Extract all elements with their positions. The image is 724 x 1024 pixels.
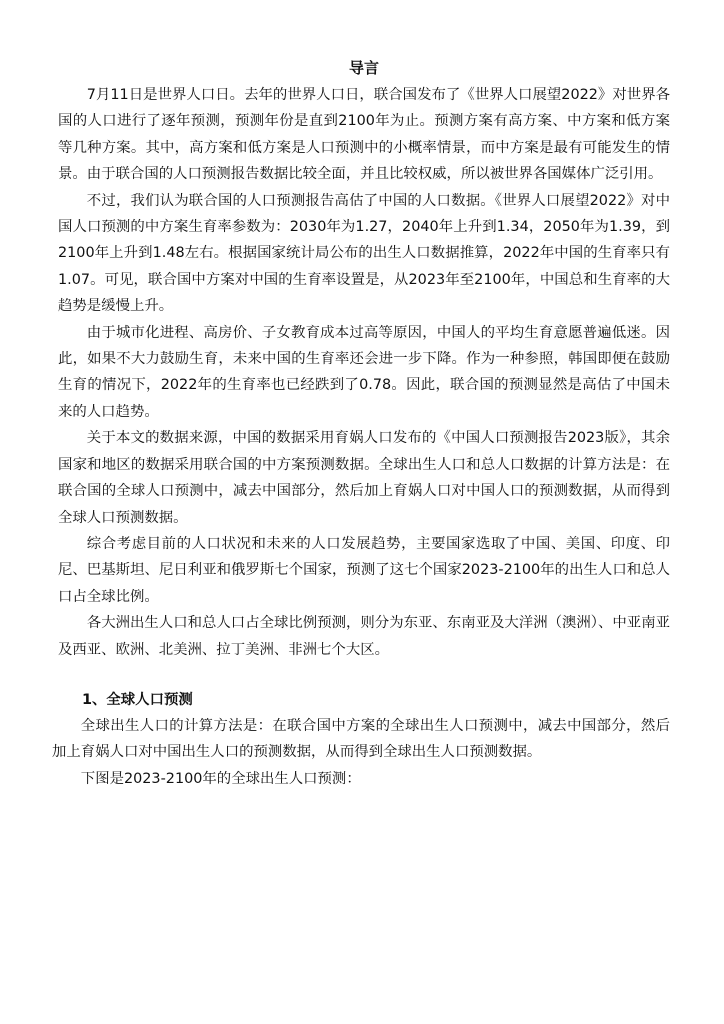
intro-paragraph-6: 各大洲出生人口和总人口占全球比例预测，则分为东亚、东南亚及大洋洲（澳洲）、中亚南亚及西亚、欧洲、北美洲、拉丁美洲、非洲七个大区。: [58, 615, 670, 658]
section-spacer: [58, 663, 670, 689]
intro-paragraph-4: 关于本文的数据来源，中国的数据采用育娲人口发布的《中国人口预测报告2023版》，其余国家和地区的数据采用联合国的中方案预测数据。全球出生人口和总人口数据的计算方法是：在联合国的全球人口预测中，减去中国部分，然后加上育娲人口对中国人口的预测数据，从而得到全球人口预测数据。: [58, 430, 670, 526]
section-heading: 1、全球人口预测: [82, 691, 193, 708]
document-page: [52, 58, 670, 792]
section-paragraph-1: 全球出生人口的计算方法是：在联合国中方案的全球出生人口预测中，减去中国部分，然后加上育娲人口对中国出生人口的预测数据，从而得到全球出生人口预测数据。: [52, 717, 670, 761]
intro-paragraph-3: 由于城市化进程、高房价、子女教育成本过高等原因，中国人的平均生育意愿普遍低迷。因此，如果不大力鼓励生育，未来中国的生育率还会进一步下降。作为一种参照，韩国即便在鼓励生育的情况下，2022年的生育率也已经跌到了0.78。因此，联合国的预测显然是高估了中国未来的人口趋势。: [58, 324, 670, 420]
section-body: [52, 713, 670, 792]
section-paragraph-2: 下图是2023-2100年的全球出生人口预测：: [80, 770, 361, 787]
intro-paragraph-2: 不过，我们认为联合国的人口预测报告高估了中国的人口数据。《世界人口展望2022》对中国人口预测的中方案生育率参数为：2030年为1.27，2040年上升到1.34，2050年为1.39，到2100年上升到1.48左右。根据国家统计局公布的出生人口数据推算，2022年中国的生育率只有1.07。可见，联合国中方案对中国的生育率设置是，从2023年至2100年，中国总和生育率的大趋势是缓慢上升。: [58, 192, 670, 315]
page-title: 导言: [348, 59, 379, 77]
intro-paragraph-1: 7月11日是世界人口日。去年的世界人口日，联合国发布了《世界人口展望2022》对世界各国的人口进行了逐年预测，预测年份是直到2100年为止。预测方案有高方案、中方案和低方案等几种方案。其中，高方案和低方案是人口预测中的小概率情景，而中方案是最有可能发生的情景。由于联合国的人口预测报告数据比较全面，并且比较权威，所以被世界各国媒体广泛引用。: [58, 87, 670, 183]
intro-paragraph-5: 综合考虑目前的人口状况和未来的人口发展趋势，主要国家选取了中国、美国、印度、印尼、巴基斯坦、尼日利亚和俄罗斯七个国家，预测了这七个国家2023-2100年的出生人口和总人口占全球比例。: [58, 535, 670, 605]
